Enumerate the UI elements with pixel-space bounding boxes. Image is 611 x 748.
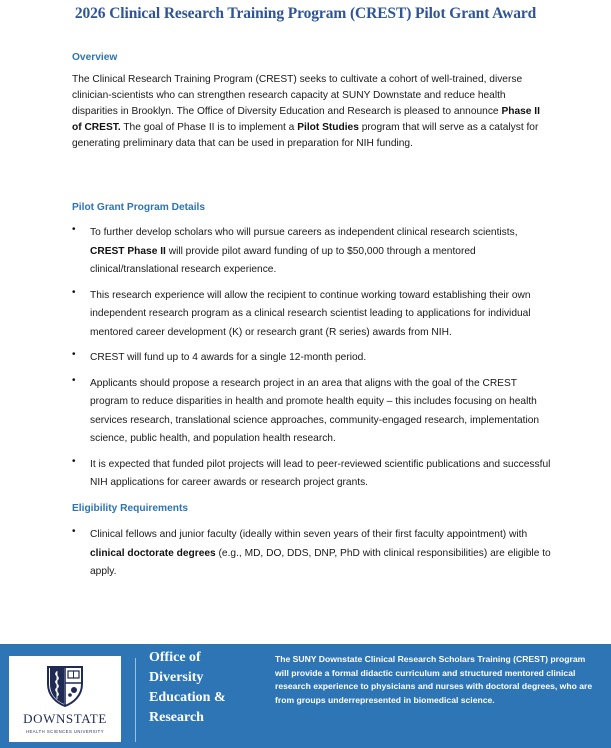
bullet-icon: • xyxy=(72,455,76,467)
bullet-icon: • xyxy=(72,286,76,298)
list-item xyxy=(72,524,552,580)
page-title: 2026 Clinical Research Training Program (CREST) Pilot Grant Award xyxy=(74,5,537,22)
list-item xyxy=(72,373,552,447)
bullet-text: It is expected that funded pilot projects will lead to peer-reviewed scientific publications and successful NIH applications for career awards or research project grants. xyxy=(90,458,551,488)
overview-bold-pilot: Pilot Studies xyxy=(297,122,359,133)
overview-text-1: The Clinical Research Training Program (CREST) seeks to cultivate a cohort of well-trained, diverse clinician-scientists who can strengthen research capacity at SUNY Downstate and reduce health disparities in Brooklyn. The Office of Diversity Education and Research is pleased to announce xyxy=(72,74,523,117)
bullet-text: (e.g., MD, DO, DDS, DNP, PhD with clinical responsibilities) are eligible to apply. xyxy=(90,547,551,577)
bullet-icon: • xyxy=(72,374,76,386)
overview-heading: Overview xyxy=(72,52,118,63)
bullet-icon: • xyxy=(72,224,76,235)
list-item xyxy=(72,347,552,366)
list-item xyxy=(72,285,552,341)
logo-subtitle: HEALTH SCIENCES UNIVERSITY xyxy=(25,729,105,734)
footer-divider xyxy=(135,658,136,742)
bullet-text: To further develop scholars who will pursue careers as independent clinical research scientists, xyxy=(90,227,518,238)
office-name-line: Education & xyxy=(149,690,226,705)
pilot-details-list xyxy=(72,222,552,498)
footer-banner xyxy=(0,644,611,748)
downstate-logo xyxy=(9,656,121,742)
bullet-bold: CREST Phase II xyxy=(90,245,166,257)
list-item xyxy=(72,222,552,278)
bullet-text: Applicants should propose a research project in an area that aligns with the goal of the CREST program to reduce disparities in health and promote health equity – this includes focusing on health services research, translational science approaches, community-engaged research, implementation science, public health, and population health research. xyxy=(90,377,540,444)
bullet-icon: • xyxy=(72,349,76,360)
bullet-text: This research experience will allow the recipient to continue working toward establishing their own independent research program as a clinical research scientist leading to applications for individual mentored career development (K) or research grant (R series) awards from NIH. xyxy=(90,289,531,338)
eligibility-heading: Eligibility Requirements xyxy=(72,503,189,514)
overview-text-2: The goal of Phase II is to implement a xyxy=(120,122,298,133)
overview-text-3: program that will serve as a catalyst for generating preliminary data that can be used in preparation for NIH funding. xyxy=(72,122,539,149)
bullet-text: CREST will fund up to 4 awards for a single 12-month period. xyxy=(90,352,367,363)
logo-wordmark: DOWNSTATE xyxy=(23,711,107,726)
list-item xyxy=(72,454,552,491)
office-name xyxy=(149,648,259,728)
bullet-text: Clinical fellows and junior faculty (ideally within seven years of their first faculty appointment) with xyxy=(90,529,528,540)
overview-paragraph xyxy=(72,72,548,152)
overview-bold-phase: Phase II of CREST. xyxy=(72,106,540,133)
office-name-line: Research xyxy=(149,710,204,725)
shield-icon xyxy=(45,664,85,708)
bullet-bold: clinical doctorate degrees xyxy=(90,547,216,559)
office-name-line: Office of xyxy=(149,650,201,665)
eligibility-list xyxy=(72,524,552,587)
pilot-details-heading: Pilot Grant Program Details xyxy=(72,202,206,213)
footer-description: The SUNY Downstate Clinical Research Scholars Training (CREST) program will provide a formal didactic curriculum and structured mentored clinical research experience to physicians and nurses with doctoral degrees, who are from groups underrepresented in biomedical science. xyxy=(275,654,593,706)
bullet-text: will provide pilot award funding of up to $50,000 through a mentored clinical/translational research experience. xyxy=(90,245,476,275)
bullet-icon: • xyxy=(72,526,76,537)
office-name-line: Diversity xyxy=(149,670,204,685)
